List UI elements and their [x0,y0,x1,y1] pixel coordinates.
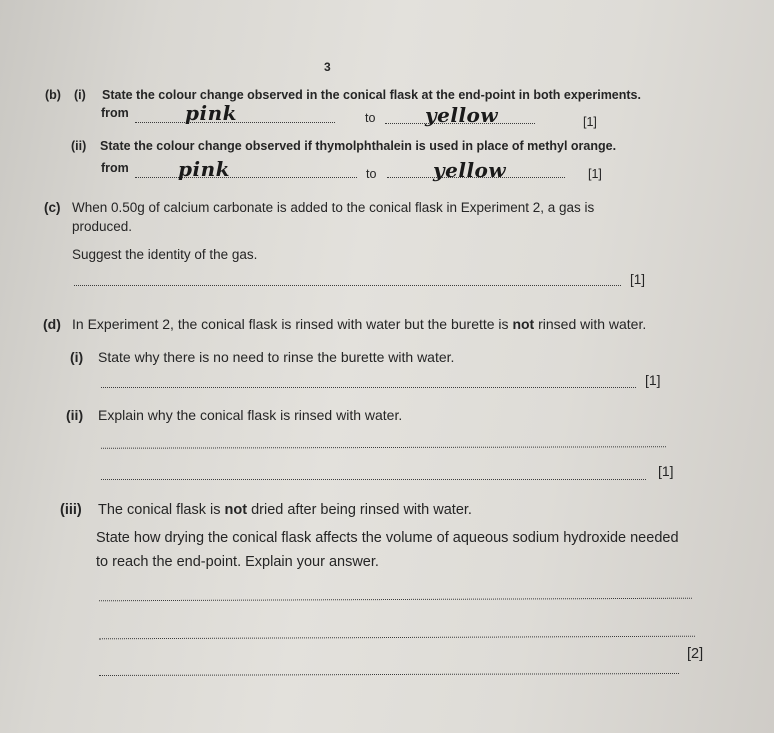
part-d-i-marks: [1] [645,372,661,388]
part-d-intro-before: In Experiment 2, the conical flask is rinsed with water but the burette is [72,316,509,332]
part-b-ii-from-label: from [101,161,129,175]
part-b-i-label: (i) [74,88,86,102]
part-b-i-to-label: to [365,111,376,125]
part-d-iii-label: (iii) [60,502,82,518]
part-b-ii-label: (ii) [71,139,87,153]
part-d-i-question: State why there is no need to rinse the burette with water. [98,349,455,365]
part-c-line2: produced. [72,219,133,234]
part-d-ii-answer-line-1[interactable] [101,446,666,448]
part-d-ii-marks: [1] [658,463,674,479]
part-d-ii-label: (ii) [66,407,84,423]
part-b-ii-marks: [1] [588,167,602,181]
part-b-ii-to-label: to [366,167,377,181]
page-number: 3 [324,60,331,74]
part-b-i-marks: [1] [583,115,597,129]
part-d-iii-marks: [2] [687,646,704,662]
part-d-iii-line2: to reach the end-point. Explain your answer. [96,554,379,570]
part-b-ii-to-answer: yellow [433,158,507,182]
part-b-i-from-answer: pink [185,101,237,125]
part-d-iii-statement [98,502,472,518]
part-d-iii-line1: State how drying the conical flask affects the volume of aqueous sodium hydroxide needed [96,530,679,546]
part-c-prompt: Suggest the identity of the gas. [72,247,258,262]
part-b-ii-from-answer: pink [178,157,230,181]
part-d-intro [72,316,646,332]
part-d-iii-answer-line-1[interactable] [99,598,692,602]
part-b-ii-question: State the colour change observed if thymolphthalein is used in place of methyl orange. [100,139,617,153]
part-d-label: (d) [43,316,61,332]
part-d-iii-stmt-after: dried after being rinsed with water. [251,502,472,518]
part-d-iii-stmt-bold: not [224,502,248,518]
part-b-i-from-label: from [101,106,129,120]
part-d-ii-question: Explain why the conical flask is rinsed with water. [98,407,403,423]
part-d-intro-after: rinsed with water. [538,316,647,332]
part-c-label: (c) [44,200,61,215]
part-b-i-to-answer: yellow [425,103,499,127]
part-d-iii-answer-line-3[interactable] [99,673,679,676]
part-b-label: (b) [45,88,61,102]
part-d-ii-answer-line-2[interactable] [101,479,646,480]
part-c-answer-line[interactable] [74,285,621,286]
part-c-line1: When 0.50g of calcium carbonate is added to the conical flask in Experiment 2, a gas is [72,200,595,215]
part-d-i-answer-line[interactable] [101,387,636,388]
part-b-ii-from-line[interactable] [135,177,357,178]
part-c-marks: [1] [630,272,646,287]
part-b-i-question: State the colour change observed in the conical flask at the end-point in both experiments. [102,88,641,102]
part-d-intro-bold: not [512,316,535,332]
part-d-iii-stmt-before: The conical flask is [98,502,221,518]
part-d-i-label: (i) [70,349,84,365]
part-d-iii-answer-line-2[interactable] [99,636,695,640]
